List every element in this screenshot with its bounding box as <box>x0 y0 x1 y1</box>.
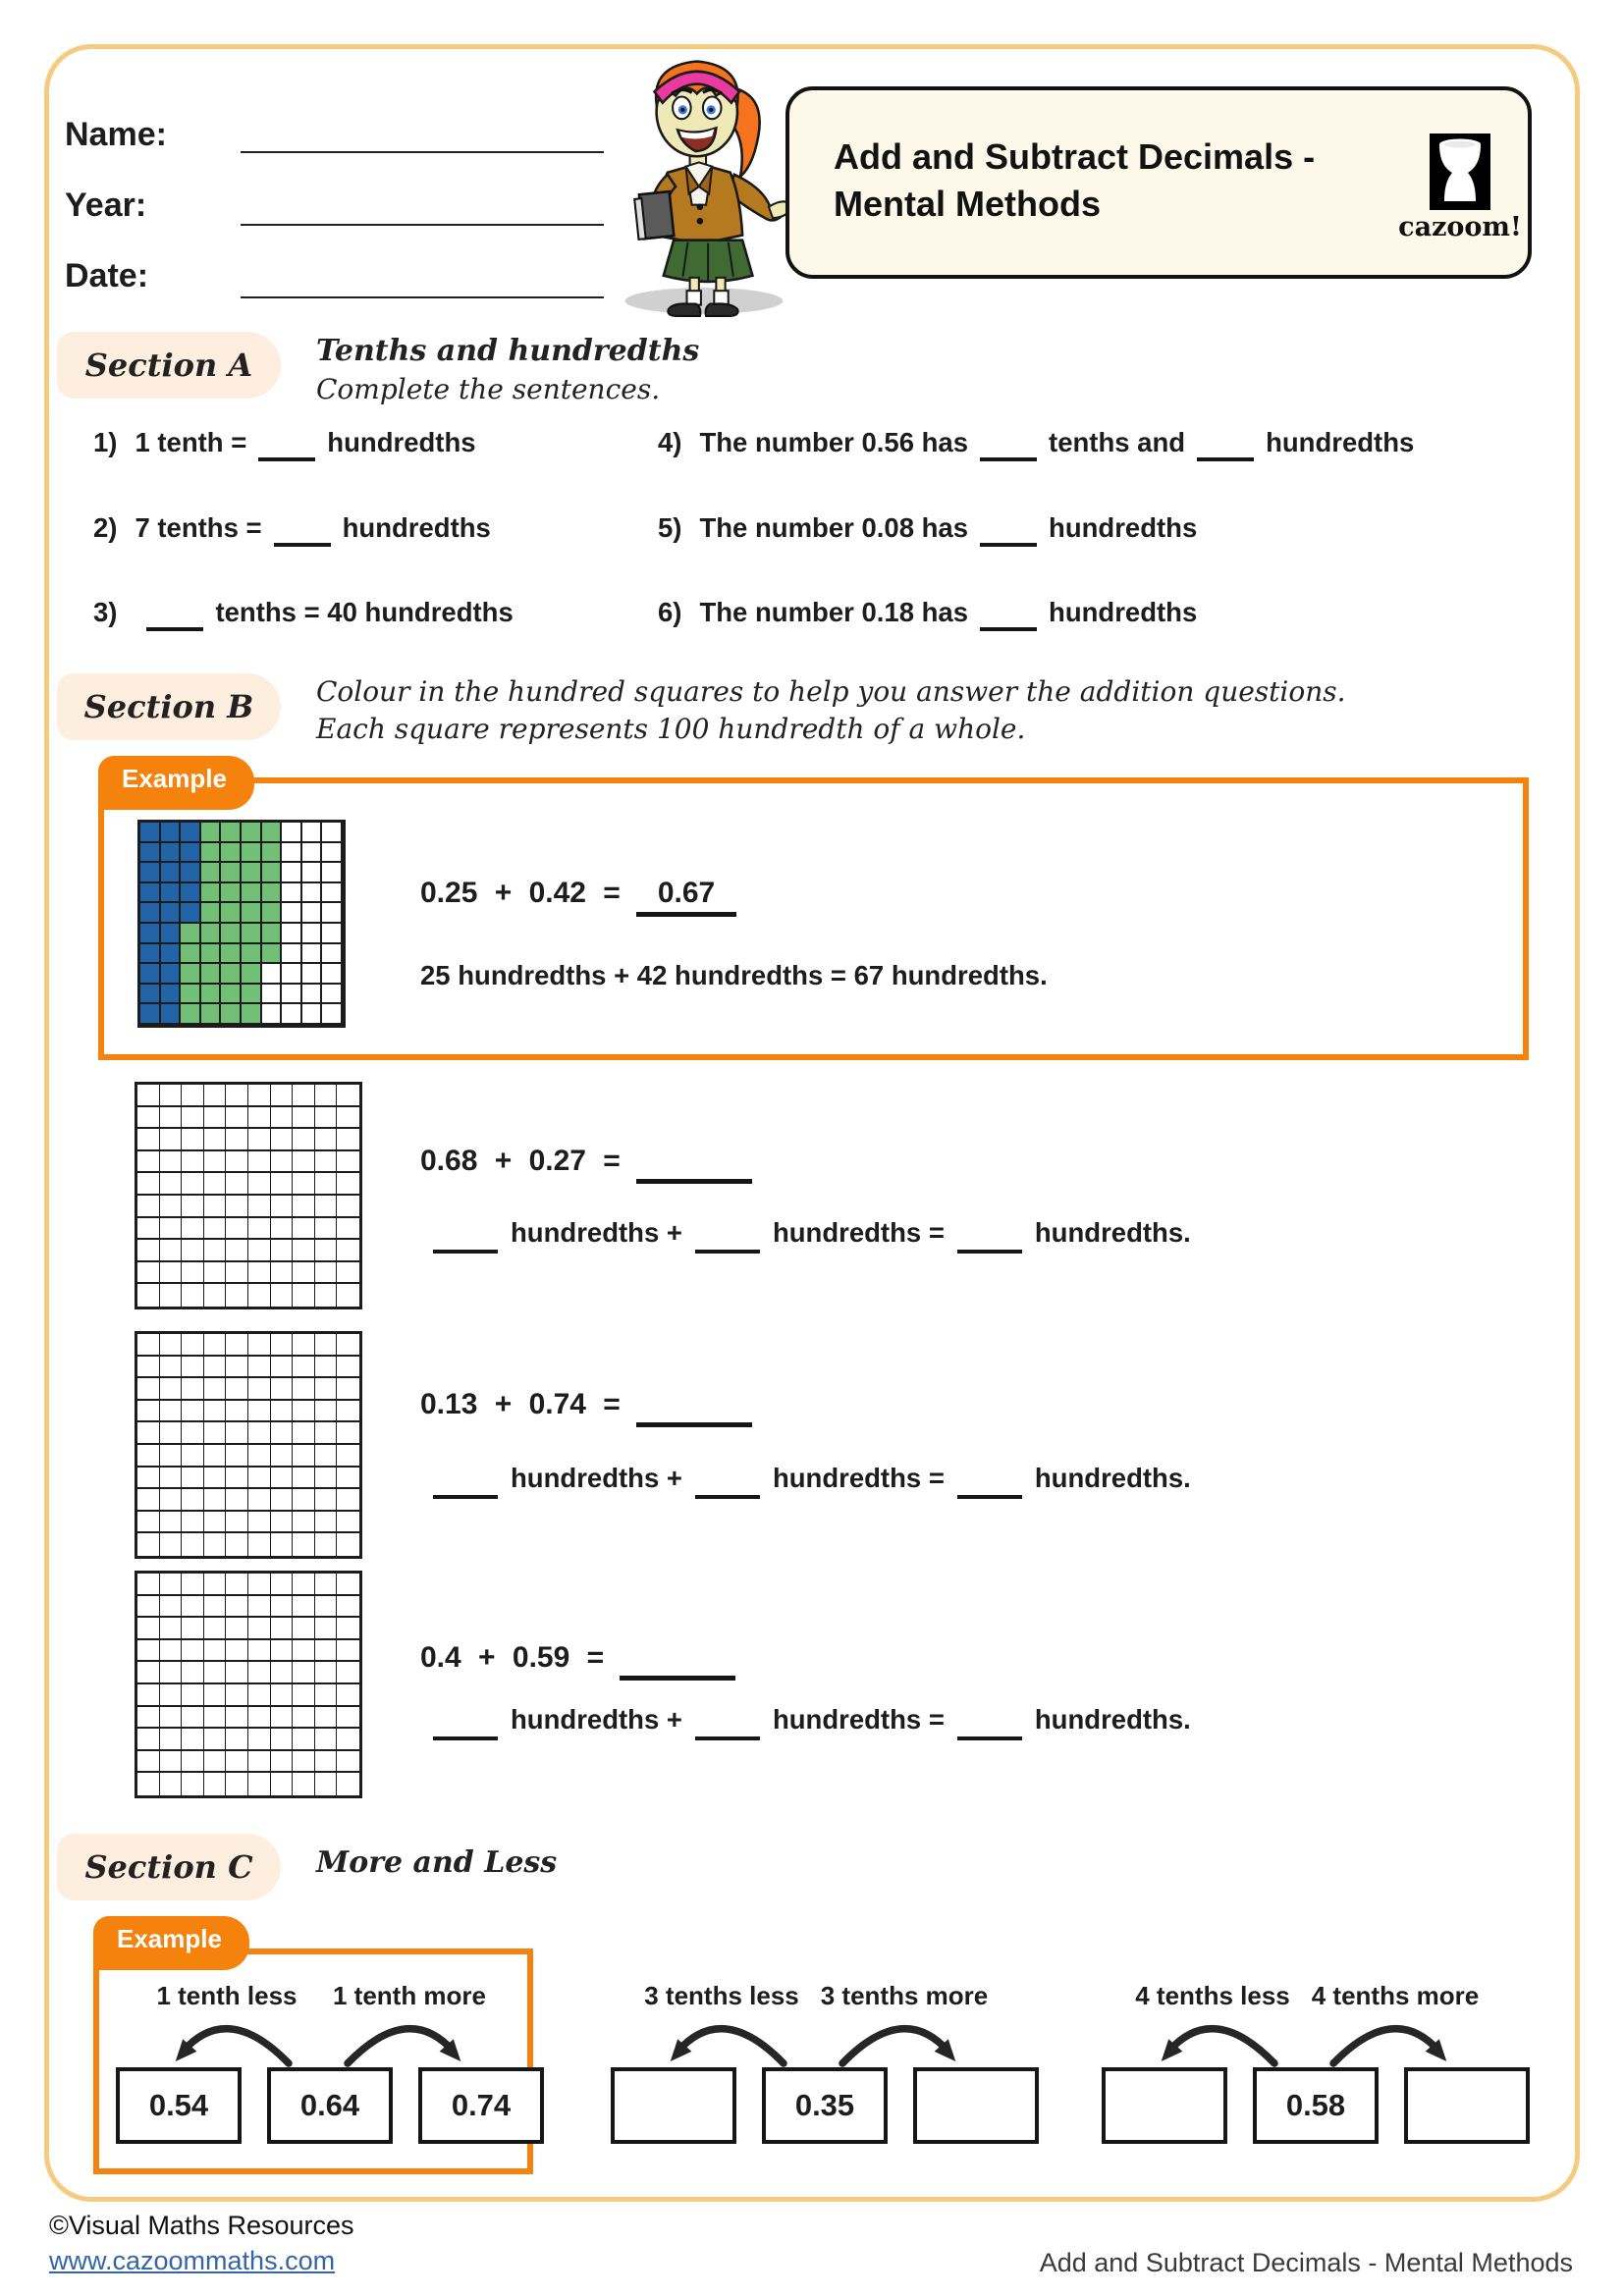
question-1-blank[interactable] <box>258 438 315 461</box>
question-6-blank[interactable] <box>980 608 1037 631</box>
grid-sentence-3-blank-1[interactable] <box>433 1717 498 1740</box>
cazoom-logo-text: cazoom! <box>1398 212 1522 242</box>
grid-sentence-3-blank-3[interactable] <box>957 1717 1022 1740</box>
hundred-grid-question-1[interactable] <box>135 1082 362 1309</box>
grid-sentence-3: hundredths + hundredths = hundredths. <box>420 1704 1191 1740</box>
more-less-group-3 <box>1102 1981 1506 2148</box>
question-1: 1) 1 tenth = hundredths <box>93 427 476 461</box>
section-a-instruction: Complete the sentences. <box>316 373 661 405</box>
cazoom-drum-logo-icon <box>1430 133 1490 210</box>
grid-sentence-1-blank-3[interactable] <box>957 1230 1022 1254</box>
grid-sentence-2-blank-2[interactable] <box>695 1475 760 1499</box>
question-4-blank-1[interactable] <box>980 438 1037 461</box>
grid-sentence-1-blank-2[interactable] <box>695 1230 760 1254</box>
grid-equation-3-answer-blank[interactable] <box>620 1650 735 1681</box>
group-3-answer-box-right[interactable] <box>1404 2067 1530 2144</box>
grid-equation-2-answer-blank[interactable] <box>636 1397 752 1427</box>
grid-sentence-2-blank-3[interactable] <box>957 1475 1022 1499</box>
group-2-answer-box-left[interactable] <box>611 2067 736 2144</box>
hundred-grid-question-2[interactable] <box>135 1331 362 1559</box>
group-2-answer-box-right[interactable] <box>913 2067 1039 2144</box>
example-answer: 0.67 <box>636 877 736 917</box>
section-b-example-tab: Example <box>98 756 254 810</box>
section-c-tab: Section C <box>57 1834 281 1900</box>
hundred-grid-example <box>137 820 346 1028</box>
group-3-value-box-middle: 0.58 <box>1253 2067 1379 2144</box>
section-b-tab: Section B <box>57 673 281 740</box>
grid-sentence-2: hundredths + hundredths = hundredths. <box>420 1463 1191 1499</box>
grid-equation-1: 0.68 + 0.27 = <box>420 1145 752 1184</box>
example-equation: 0.25 + 0.42 = 0.67 <box>420 877 736 917</box>
group-1-value-box-right: 0.74 <box>418 2067 544 2144</box>
question-3-blank[interactable] <box>146 608 203 631</box>
question-4-blank-2[interactable] <box>1197 438 1254 461</box>
grid-sentence-1: hundredths + hundredths = hundredths. <box>420 1217 1191 1254</box>
name-label: Name: <box>65 116 167 153</box>
group-1-value-box-left: 0.54 <box>116 2067 242 2144</box>
group-2-more-label: 3 tenths more <box>820 1981 989 2010</box>
worksheet-title: Add and Subtract Decimals - Mental Methods <box>834 136 1316 224</box>
question-3-number: 3) <box>93 597 118 627</box>
question-6: 6) The number 0.18 has hundredths <box>658 597 1197 631</box>
more-less-group-2 <box>611 1981 1015 2148</box>
group-1-less-label: 1 tenth less <box>156 1981 298 2010</box>
group-1-curved-arrows-icon <box>116 2008 520 2069</box>
group-3-less-label: 4 tenths less <box>1135 1981 1290 2010</box>
grid-sentence-1-blank-1[interactable] <box>433 1230 498 1254</box>
footer-copyright: ©Visual Maths Resources <box>49 2211 354 2240</box>
more-less-group-1 <box>116 1981 520 2148</box>
schoolgirl-mascot-illustration <box>601 45 807 318</box>
question-2-blank[interactable] <box>274 523 331 547</box>
grid-sentence-3-blank-2[interactable] <box>695 1717 760 1740</box>
group-1-more-label: 1 tenth more <box>332 1981 487 2010</box>
group-2-value-box-middle: 0.35 <box>762 2067 888 2144</box>
question-6-number: 6) <box>658 597 682 627</box>
section-b-instruction-line2: Each square represents 100 hundredth of a whole. <box>316 713 1026 745</box>
year-input-line[interactable] <box>241 224 604 226</box>
name-input-line[interactable] <box>241 151 604 153</box>
question-4: 4) The number 0.56 has tenths and hundredths <box>658 427 1414 461</box>
section-c-example-tab: Example <box>93 1916 249 1970</box>
question-3: 3) tenths = 40 hundredths <box>93 597 514 631</box>
example-sentence: 25 hundredths + 42 hundredths = 67 hundredths. <box>420 960 1048 990</box>
question-5: 5) The number 0.08 has hundredths <box>658 512 1197 547</box>
hundred-grid-question-3[interactable] <box>135 1571 362 1798</box>
grid-sentence-2-blank-1[interactable] <box>433 1475 498 1499</box>
group-2-less-label: 3 tenths less <box>644 1981 799 2010</box>
year-label: Year: <box>65 187 147 224</box>
question-2-number: 2) <box>93 512 118 543</box>
question-5-blank[interactable] <box>980 523 1037 547</box>
group-3-curved-arrows-icon <box>1102 2008 1506 2069</box>
question-5-number: 5) <box>658 512 682 543</box>
question-2: 2) 7 tenths = hundredths <box>93 512 491 547</box>
group-2-curved-arrows-icon <box>611 2008 1015 2069</box>
footer-website-link[interactable]: www.cazoommaths.com <box>49 2246 336 2275</box>
section-c-heading: More and Less <box>316 1845 558 1880</box>
section-b-instruction-line1: Colour in the hundred squares to help you answer the addition questions. <box>316 675 1346 708</box>
worksheet-title-box <box>785 86 1532 279</box>
group-1-value-box-middle: 0.64 <box>267 2067 393 2144</box>
grid-equation-2: 0.13 + 0.74 = <box>420 1388 752 1427</box>
group-3-more-label: 4 tenths more <box>1311 1981 1480 2010</box>
grid-equation-1-answer-blank[interactable] <box>636 1153 752 1184</box>
section-a-heading: Tenths and hundredths <box>316 334 700 368</box>
question-1-number: 1) <box>93 427 118 457</box>
footer-worksheet-title: Add and Subtract Decimals - Mental Methods <box>1039 2248 1573 2277</box>
date-input-line[interactable] <box>241 296 604 298</box>
section-a-tab: Section A <box>57 332 281 399</box>
group-3-answer-box-left[interactable] <box>1102 2067 1227 2144</box>
question-4-number: 4) <box>658 427 682 457</box>
grid-equation-3: 0.4 + 0.59 = <box>420 1641 735 1681</box>
date-label: Date: <box>65 257 149 294</box>
